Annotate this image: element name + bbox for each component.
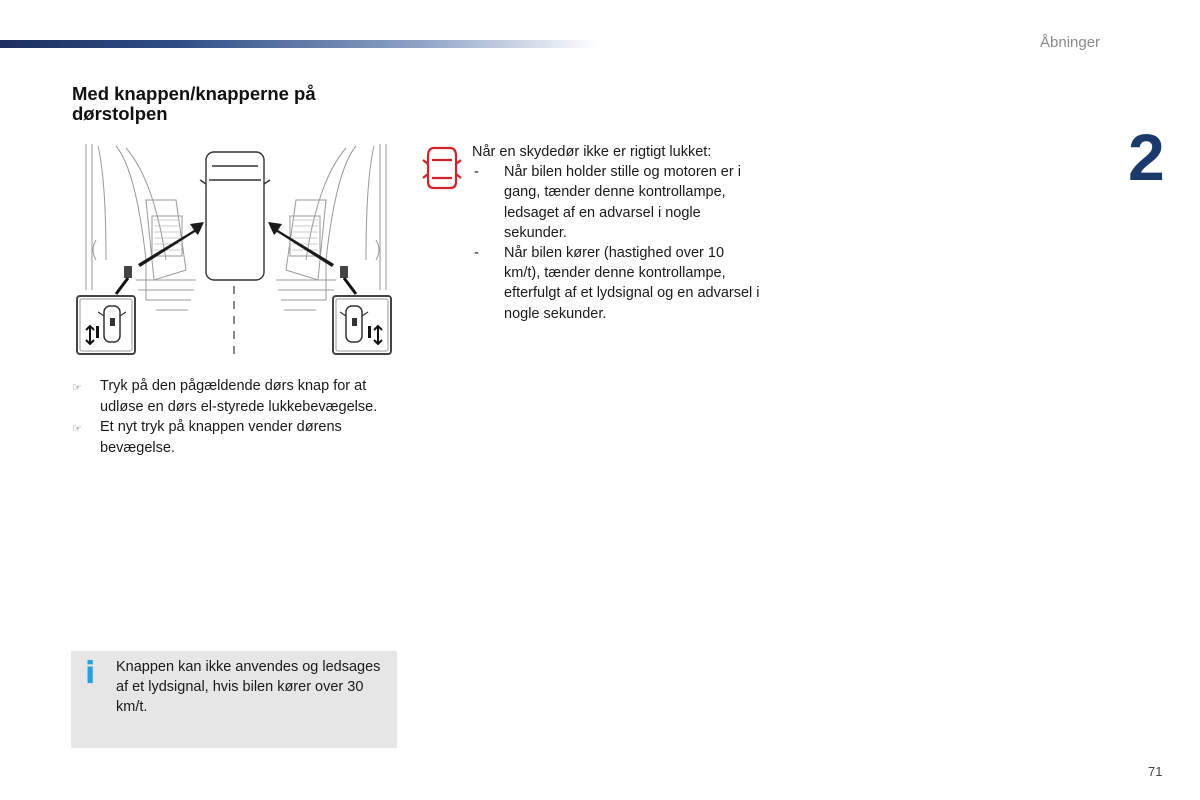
chapter-number: 2 (1128, 120, 1165, 194)
section-title: Åbninger (1040, 34, 1101, 51)
info-text: Knappen kan ikke anvendes og ledsages af et lydsignal, hvis bilen kører over 30 km/t. (116, 659, 381, 716)
info-note (71, 651, 397, 748)
pointing-hand-icon: ☞ (72, 423, 82, 435)
list-item: ☞ Et nyt tryk på knappen vender dørens bevægelse. (72, 417, 402, 458)
info-icon: i (85, 656, 96, 691)
list-item: - Når bilen holder stille og motoren er i gang, tænder denne kontrollampe, ledsaget af en advarsel i nogle sekunder. (474, 164, 741, 241)
page-number: 71 (1148, 764, 1163, 779)
instruction-list (72, 376, 402, 458)
list-item: - Når bilen kører (hastighed over 10 km/t), tænder denne kontrollampe, efterfulgt af et lydsignal og en advarsel i nogle sekunder. (474, 245, 760, 322)
warning-text (472, 142, 762, 324)
warning-intro: Når en skydedør ikke er rigtigt lukket: (472, 144, 712, 160)
pointing-hand-icon: ☞ (72, 382, 82, 394)
car-door-open-warning-icon (422, 144, 462, 192)
header-gradient-bar (0, 40, 600, 48)
right-door-button-icon (333, 296, 391, 354)
list-item: ☞ Tryk på den pågældende dørs knap for at udløse en dørs el-styrede lukkebevægelse. (72, 376, 402, 417)
left-door-button-icon (77, 296, 135, 354)
door-pillar-buttons-illustration (76, 140, 396, 362)
page-heading: Med knappen/knapperne på dørstolpen (72, 83, 316, 124)
